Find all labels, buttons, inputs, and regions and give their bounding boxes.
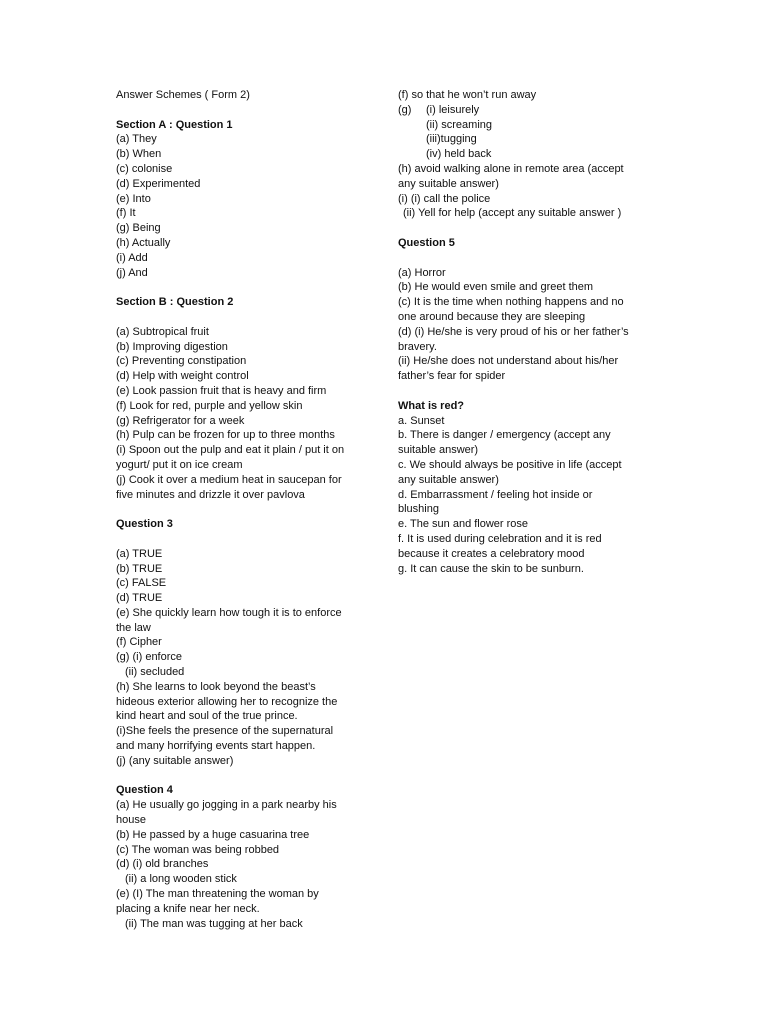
- answer-4d-ii: (ii) a long wooden stick: [125, 873, 237, 886]
- answer-3i-cont: and many horrifying events start happen.: [116, 740, 316, 753]
- answer-4e-i-cont: placing a knife near her neck.: [116, 902, 260, 915]
- red-answer-c: c. We should always be positive in life (accept: [398, 458, 622, 471]
- answer-2c: (c) Preventing constipation: [116, 355, 247, 368]
- what-is-red-heading: What is red?: [398, 399, 465, 412]
- red-answer-b: b. There is danger / emergency (accept any: [398, 429, 611, 442]
- red-answer-a: a. Sunset: [398, 414, 445, 427]
- answer-1a: (a) They: [116, 133, 157, 146]
- answer-3h: (h) She learns to look beyond the beast’s: [116, 680, 316, 693]
- answer-2f: (f) Look for red, purple and yellow skin: [116, 399, 303, 412]
- answer-3h-cont1: hideous exterior allowing her to recognize the: [116, 695, 338, 708]
- spacer: [116, 280, 378, 295]
- answer-4g-iii: (iii)tugging: [426, 133, 477, 146]
- answer-4g-i-row: [398, 103, 660, 118]
- answer-2h: (h) Pulp can be frozen for up to three months: [116, 429, 335, 442]
- answer-2j-cont: five minutes and drizzle it over pavlova: [116, 488, 305, 501]
- left-column: [116, 88, 378, 931]
- red-answer-f: f. It is used during celebration and it is red: [398, 532, 602, 545]
- answer-3f: (f) Cipher: [116, 636, 162, 649]
- spacer: [116, 769, 378, 784]
- answer-4e-ii: (ii) The man was tugging at her back: [125, 917, 303, 930]
- answer-4a: (a) He usually go jogging in a park nearby his: [116, 799, 337, 812]
- answer-3g-ii: (ii) secluded: [125, 666, 185, 679]
- answer-2d: (d) Help with weight control: [116, 370, 249, 383]
- answer-3g-i: (g) (i) enforce: [116, 651, 183, 664]
- answer-1h: (h) Actually: [116, 236, 171, 249]
- section-a-heading: Section A : Question 1: [116, 118, 233, 131]
- answer-3b: (b) TRUE: [116, 562, 163, 575]
- red-answer-e: e. The sun and flower rose: [398, 518, 529, 531]
- spacer: [116, 103, 378, 118]
- answer-3a: (a) TRUE: [116, 547, 163, 560]
- answer-4a-cont: house: [116, 814, 146, 827]
- spacer: [116, 310, 378, 325]
- answer-3e: (e) She quickly learn how tough it is to enforce: [116, 606, 342, 619]
- red-answer-d: d. Embarrassment / feeling hot inside or: [398, 488, 593, 501]
- red-answer-g: g. It can cause the skin to be sunburn.: [398, 562, 584, 575]
- red-answer-d-cont: blushing: [398, 503, 439, 516]
- answer-4i-i: (i) (i) call the police: [398, 192, 491, 205]
- red-answer-f-cont: because it creates a celebratory mood: [398, 547, 585, 560]
- answer-2a: (a) Subtropical fruit: [116, 325, 209, 338]
- answer-4f: (f) so that he won’t run away: [398, 89, 537, 101]
- answer-5d-i-cont: bravery.: [398, 340, 437, 353]
- spacer: [398, 384, 660, 399]
- answer-2e: (e) Look passion fruit that is heavy and firm: [116, 384, 327, 397]
- red-answer-b-cont: suitable answer): [398, 444, 479, 457]
- document-title: Answer Schemes ( Form 2): [116, 89, 250, 101]
- answer-5c: (c) It is the time when nothing happens and no: [398, 296, 624, 309]
- answer-3h-cont2: kind heart and soul of the true prince.: [116, 710, 298, 723]
- answer-4h: (h) avoid walking alone in remote area (accept: [398, 162, 624, 175]
- answer-4b: (b) He passed by a huge casuarina tree: [116, 828, 310, 841]
- answer-1g: (g) Being: [116, 222, 161, 235]
- answer-4i-ii: (ii) Yell for help (accept any suitable answer ): [403, 207, 622, 220]
- right-column: [398, 88, 660, 576]
- spacer: [398, 251, 660, 266]
- answer-5d-i: (d) (i) He/she is very proud of his or her father’s: [398, 325, 629, 338]
- section-b-heading: Section B : Question 2: [116, 296, 234, 309]
- answer-1e: (e) Into: [116, 192, 151, 205]
- answer-1c: (c) colonise: [116, 162, 173, 175]
- answer-2i: (i) Spoon out the pulp and eat it plain / put it on: [116, 444, 345, 457]
- answer-4h-cont: any suitable answer): [398, 177, 499, 190]
- answer-4g-i: (i) leisurely: [426, 103, 480, 116]
- answer-2i-cont: yogurt/ put it on ice cream: [116, 458, 243, 471]
- spacer: [116, 532, 378, 547]
- answer-5b: (b) He would even smile and greet them: [398, 281, 594, 294]
- answer-5d-ii-cont: father’s fear for spider: [398, 370, 506, 383]
- question-3-heading: Question 3: [116, 518, 173, 531]
- answer-1f: (f) It: [116, 207, 136, 220]
- answer-2g: (g) Refrigerator for a week: [116, 414, 245, 427]
- answer-4d-i: (d) (i) old branches: [116, 858, 209, 871]
- answer-1j: (j) And: [116, 266, 148, 279]
- answer-3e-cont: the law: [116, 621, 151, 634]
- spacer: [116, 502, 378, 517]
- answer-1d: (d) Experimented: [116, 177, 201, 190]
- answer-2b: (b) Improving digestion: [116, 340, 228, 353]
- answer-4c: (c) The woman was being robbed: [116, 843, 280, 856]
- red-answer-c-cont: any suitable answer): [398, 473, 499, 486]
- spacer: [398, 221, 660, 236]
- answer-5a: (a) Horror: [398, 266, 446, 279]
- answer-3i: (i)She feels the presence of the supernatural: [116, 725, 334, 738]
- answer-4g-ii: (ii) screaming: [426, 118, 493, 131]
- answer-4g-label: (g): [398, 103, 412, 116]
- answer-5d-ii: (ii) He/she does not understand about his/her: [398, 355, 619, 368]
- question-5-heading: Question 5: [398, 236, 455, 249]
- answer-1i: (i) Add: [116, 251, 148, 264]
- answer-5c-cont: one around because they are sleeping: [398, 310, 586, 323]
- question-4-heading: Question 4: [116, 784, 173, 797]
- answer-4g-iv: (iv) held back: [426, 148, 492, 161]
- answer-3c: (c) FALSE: [116, 577, 167, 590]
- answer-4e-i: (e) (I) The man threatening the woman by: [116, 888, 319, 901]
- answer-1b: (b) When: [116, 148, 162, 161]
- answer-2j: (j) Cook it over a medium heat in saucepan for: [116, 473, 342, 486]
- answer-3d: (d) TRUE: [116, 592, 163, 605]
- answer-3j: (j) (any suitable answer): [116, 754, 234, 767]
